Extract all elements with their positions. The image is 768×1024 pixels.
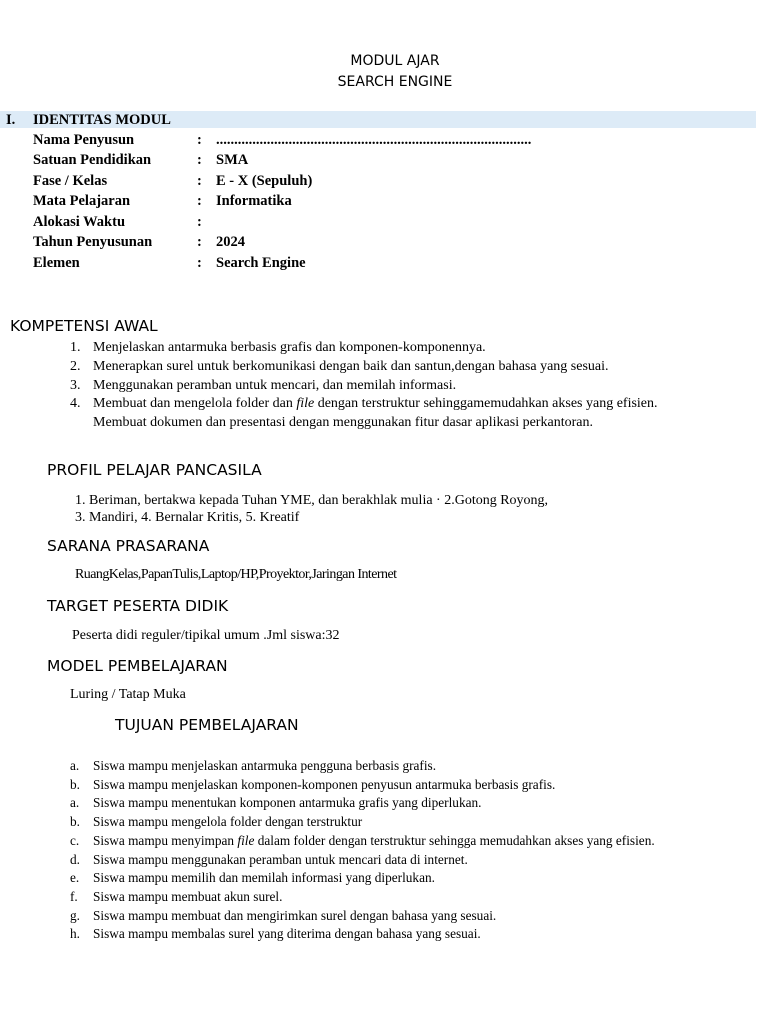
list-text: Siswa mampu mengelola folder dengan terstruktur	[93, 814, 363, 830]
heading-target-peserta-didik: TARGET PESERTA DIDIK	[47, 597, 229, 615]
list-item	[70, 794, 720, 813]
list-item	[70, 832, 720, 851]
list-marker: b.	[70, 814, 80, 830]
list-number: 3.	[70, 377, 81, 393]
identity-value: E - X (Sepuluh)	[216, 173, 313, 189]
list-marker: f.	[70, 888, 78, 904]
identity-label: Tahun Penyusunan	[33, 234, 153, 250]
document-title: MODUL AJAR	[350, 53, 440, 69]
identity-label: Nama Penyusun	[33, 132, 135, 148]
list-text: Siswa mampu membalas surel yang diterima dengan bahasa yang sesuai.	[93, 926, 481, 942]
identity-colon: :	[197, 234, 202, 250]
list-number: 1.	[70, 340, 81, 355]
list-text: Menerapkan surel untuk berkomunikasi dengan baik dan santun,dengan bahasa yang sesuai.	[93, 358, 609, 374]
list-text: Siswa mampu menjelaskan komponen-komponen penyusun antarmuka berbasis grafis.	[93, 776, 556, 792]
target-text: Peserta didi reguler/tipikal umum .Jml siswa:32	[72, 628, 340, 643]
list-text-italic: file	[296, 396, 315, 412]
list-text: Siswa mampu memilih dan memilah informasi yang diperlukan.	[93, 870, 435, 886]
kompetensi-list	[70, 339, 680, 433]
list-number: 2.	[70, 358, 81, 374]
list-item	[70, 377, 680, 396]
list-item	[70, 888, 720, 907]
list-item	[70, 757, 720, 776]
list-number: 4.	[70, 396, 81, 412]
list-marker: h.	[70, 926, 80, 942]
list-marker: a.	[70, 758, 80, 773]
list-marker: b.	[70, 776, 80, 792]
identity-value: SMA	[216, 152, 249, 168]
tujuan-list	[70, 757, 720, 944]
section-title: IDENTITAS MODUL	[33, 112, 171, 128]
list-text: Siswa mampu menjelaskan antarmuka pengguna berbasis grafis.	[93, 758, 437, 773]
list-text: Siswa mampu membuat dan mengirimkan surel dengan bahasa yang sesuai.	[93, 907, 497, 923]
heading-sarana-prasarana: SARANA PRASARANA	[47, 537, 210, 555]
list-item	[70, 851, 720, 870]
identity-value: 2024	[216, 234, 245, 250]
list-marker: a.	[70, 795, 80, 811]
list-text-part: dalam folder dengan terstruktur sehingga memudahkan akses yang efisien.	[254, 832, 655, 848]
list-item	[70, 776, 720, 795]
identity-colon: :	[197, 173, 202, 189]
identity-label: Mata Pelajaran	[33, 193, 131, 209]
identity-colon: :	[197, 255, 202, 271]
heading-profil-pelajar-pancasila: PROFIL PELAJAR PANCASILA	[47, 461, 262, 479]
list-marker: d.	[70, 851, 80, 867]
document-subtitle: SEARCH ENGINE	[337, 74, 453, 90]
list-text: Siswa mampu membuat akun surel.	[93, 888, 283, 904]
heading-tujuan-pembelajaran: TUJUAN PEMBELAJARAN	[115, 716, 299, 734]
list-item	[70, 813, 720, 832]
list-text: Menggunakan peramban untuk mencari, dan memilah informasi.	[93, 377, 457, 393]
list-text: Siswa mampu menggunakan peramban untuk mencari data di internet.	[93, 851, 468, 867]
list-marker: e.	[70, 870, 80, 886]
section-number: I.	[6, 112, 16, 128]
list-item	[70, 339, 680, 358]
list-text: Siswa mampu menentukan komponen antarmuka grafis yang diperlukan.	[93, 795, 482, 811]
list-item	[70, 358, 680, 377]
identity-value: Search Engine	[216, 255, 306, 271]
identity-colon: :	[197, 152, 202, 168]
list-item	[70, 925, 720, 944]
list-text-part: Siswa mampu menyimpan	[93, 832, 238, 848]
identity-label: Alokasi Waktu	[33, 214, 126, 230]
identity-value: Informatika	[216, 193, 292, 209]
list-marker: g.	[70, 907, 80, 923]
identity-label: Elemen	[33, 255, 80, 271]
list-text: Menjelaskan antarmuka berbasis grafis dan komponen-komponennya.	[93, 340, 486, 355]
identity-colon: :	[197, 214, 202, 230]
identity-label: Fase / Kelas	[33, 173, 108, 189]
heading-kompetensi-awal: KOMPETENSI AWAL	[10, 317, 158, 335]
identity-colon: :	[197, 193, 202, 209]
list-item	[70, 869, 720, 888]
list-item	[70, 395, 680, 433]
model-text: Luring / Tatap Muka	[70, 687, 186, 702]
identity-value: .......................................................................................	[216, 132, 532, 148]
list-text-italic: file	[237, 832, 255, 848]
list-text-part: dengan terstruktur sehinggamemudahkan akses yang efisien. Membuat dokumen dan presentasi dengan menggunakan fitur dasar aplikasi perkantoran.	[93, 396, 658, 431]
list-item	[70, 907, 720, 926]
list-text-part: Membuat dan mengelola folder dan	[93, 396, 297, 412]
identity-label: Satuan Pendidikan	[33, 152, 152, 168]
heading-model-pembelajaran: MODEL PEMBELAJARAN	[47, 657, 228, 675]
profil-line-2: 3. Mandiri, 4. Bernalar Kritis, 5. Kreatif	[75, 510, 300, 525]
sarana-text: RuangKelas,PapanTulis,Laptop/HP,Proyektor,Jaringan Internet	[75, 567, 397, 582]
profil-line-1: 1. Beriman, bertakwa kepada Tuhan YME, dan berakhlak mulia · 2.Gotong Royong,	[75, 493, 549, 508]
identity-colon: :	[197, 132, 202, 148]
list-marker: c.	[70, 832, 80, 848]
